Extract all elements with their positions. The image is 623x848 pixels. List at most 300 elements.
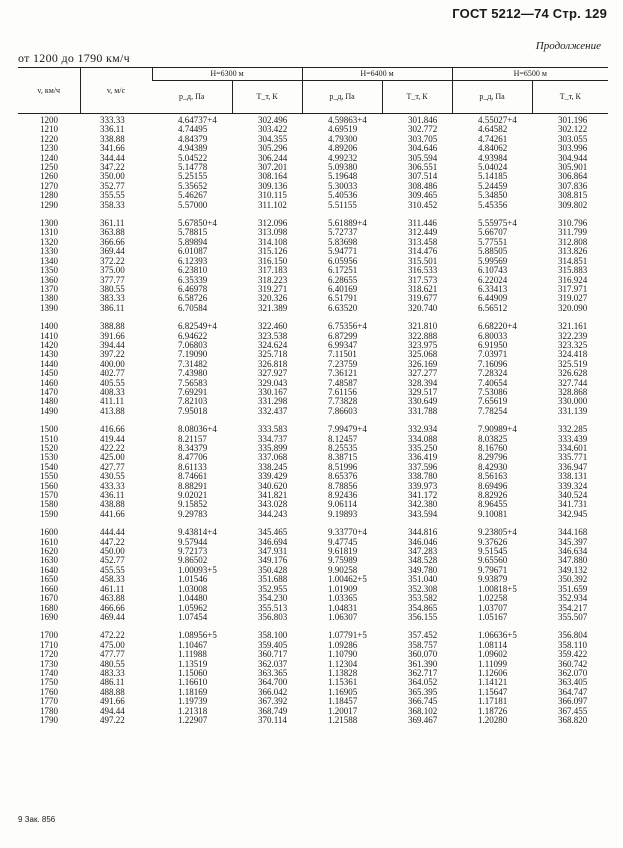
table-cell: 333.439 — [558, 433, 588, 444]
table-cell: 328.868 — [558, 386, 588, 397]
table-cell: 1.09602 — [478, 649, 508, 660]
table-cell: 361.390 — [408, 658, 438, 669]
table-cell: 1750 — [40, 677, 58, 688]
table-cell: 308.815 — [558, 190, 588, 201]
table-cell: 333.33 — [100, 115, 125, 125]
table-cell: 363.365 — [258, 667, 288, 678]
table-cell: 1790 — [40, 714, 58, 725]
table-cell: 322.239 — [558, 330, 588, 341]
table-cell: 9.47745 — [328, 536, 358, 547]
table-cell: 1530 — [40, 452, 58, 463]
table-cell: 1570 — [40, 490, 58, 501]
table-cell: 1560 — [40, 480, 58, 491]
table-cell: 334.088 — [408, 433, 438, 444]
table-cell: 8.29796 — [478, 452, 508, 463]
table-cell: 302.122 — [558, 124, 588, 135]
table-cell: 315.126 — [258, 246, 288, 257]
table-cell: 9.72173 — [178, 546, 208, 557]
table-cell: 6.17251 — [328, 265, 358, 276]
table-cell: 1660 — [40, 583, 58, 594]
table-cell: 1.10467 — [178, 639, 208, 650]
table-cell: 1.11099 — [478, 658, 507, 669]
table-cell: 430.55 — [100, 471, 125, 482]
table-cell: 391.66 — [100, 330, 125, 341]
table-cell: 303.422 — [258, 124, 288, 135]
table-cell: 1310 — [40, 227, 58, 238]
table-cell: 6.94622 — [178, 330, 208, 341]
table-cell: 9.37626 — [478, 536, 508, 547]
speed-range-label: от 1200 до 1790 км/ч — [18, 51, 130, 65]
table-cell: 325.068 — [408, 349, 438, 360]
table-cell: 345.397 — [558, 536, 588, 547]
table-cell: 347.283 — [408, 546, 438, 557]
table-cell: 9.19893 — [328, 508, 358, 519]
table-cell: 1620 — [40, 546, 58, 557]
table-cell: 337.596 — [408, 461, 438, 472]
table-cell: 366.66 — [100, 236, 125, 247]
table-cell: 1.20280 — [478, 714, 508, 725]
data-table — [18, 67, 608, 725]
table-cell: 9.33770+4 — [328, 527, 367, 538]
table-cell: 331.298 — [258, 396, 288, 407]
table-cell: 1.13519 — [178, 658, 208, 669]
table-cell: 339.324 — [558, 480, 588, 491]
table-cell: 1.10790 — [328, 649, 358, 660]
table-cell: 9.93879 — [478, 574, 508, 585]
table-cell: 425.00 — [100, 452, 125, 463]
table-cell: 321.810 — [408, 321, 438, 332]
table-cell: 308.486 — [408, 180, 438, 191]
table-cell: 324.624 — [258, 339, 288, 350]
table-cell: 419.44 — [100, 433, 125, 444]
table-cell: 5.25155 — [178, 171, 208, 182]
table-cell: 357.452 — [408, 630, 438, 641]
table-cell: 377.77 — [100, 274, 125, 285]
table-cell: 351.659 — [558, 583, 588, 594]
table-cell: 360.717 — [258, 649, 288, 660]
table-cell: 7.78254 — [478, 405, 508, 416]
table-cell: 302.496 — [258, 115, 288, 125]
table-cell: 322.888 — [408, 330, 438, 341]
table-cell: 9.10081 — [478, 508, 508, 519]
table-cell: 303.055 — [558, 133, 588, 144]
table-cell: 8.88291 — [178, 480, 208, 491]
table-cell: 307.201 — [258, 162, 288, 173]
table-cell: 304.646 — [408, 143, 438, 154]
table-cell: 5.57000 — [178, 199, 208, 210]
table-cell: 331.788 — [408, 405, 438, 416]
table-cell: 335.771 — [558, 452, 588, 463]
table-cell: 8.65376 — [328, 471, 358, 482]
table-cell: 5.14185 — [478, 171, 508, 182]
table-cell: 310.115 — [258, 190, 287, 201]
table-cell: 360.742 — [558, 658, 588, 669]
table-cell: 1.18726 — [478, 705, 508, 716]
table-cell: 5.55975+4 — [478, 218, 517, 229]
table-cell: 9.57944 — [178, 536, 208, 547]
table-cell: 5.04522 — [178, 152, 208, 163]
table-cell: 1400 — [40, 321, 58, 332]
table-cell: 1300 — [40, 218, 58, 229]
table-cell: 5.51155 — [328, 199, 357, 210]
header-pressure: p_д, Па — [452, 81, 532, 114]
table-cell: 338.245 — [258, 461, 288, 472]
table-cell: 6.75356+4 — [328, 321, 367, 332]
table-cell: 330.000 — [558, 396, 588, 407]
table-cell: 318.223 — [258, 274, 288, 285]
table-row — [18, 201, 608, 210]
table-cell: 344.243 — [258, 508, 288, 519]
table-cell: 320.740 — [408, 302, 438, 313]
table-cell: 8.38715 — [328, 452, 358, 463]
table-cell: 1220 — [40, 133, 58, 144]
table-cell: 311.799 — [558, 227, 587, 238]
table-cell: 355.513 — [258, 602, 288, 613]
table-cell: 352.955 — [258, 583, 288, 594]
table-cell: 394.44 — [100, 339, 125, 350]
table-cell: 312.808 — [558, 236, 588, 247]
table-cell: 317.183 — [258, 265, 288, 276]
table-cell: 8.74661 — [178, 471, 208, 482]
table-cell: 5.04024 — [478, 162, 508, 173]
table-cell: 319.271 — [258, 283, 288, 294]
table-cell: 461.11 — [100, 583, 125, 594]
table-cell: 1.00818+5 — [478, 583, 517, 594]
table-cell: 1370 — [40, 283, 58, 294]
table-cell: 438.88 — [100, 499, 125, 510]
table-cell: 338.780 — [408, 471, 438, 482]
table-cell: 333.583 — [258, 424, 288, 435]
table-cell: 5.94771 — [328, 246, 358, 257]
table-cell: 313.826 — [558, 246, 588, 257]
table-cell: 305.901 — [558, 162, 588, 173]
table-cell: 8.21157 — [178, 433, 207, 444]
table-cell: 6.82549+4 — [178, 321, 217, 332]
table-cell: 7.90989+4 — [478, 424, 517, 435]
table-cell: 339.973 — [408, 480, 438, 491]
table-cell: 303.705 — [408, 133, 438, 144]
table-cell: 1780 — [40, 705, 58, 716]
table-body — [18, 114, 608, 726]
table-cell: 313.458 — [408, 236, 438, 247]
table-cell: 452.77 — [100, 555, 125, 566]
table-cell: 309.802 — [558, 199, 588, 210]
table-cell: 1.03365 — [328, 593, 358, 604]
table-cell: 6.80033 — [478, 330, 508, 341]
table-cell: 5.78815 — [178, 227, 208, 238]
table-cell: 328.394 — [408, 377, 438, 388]
continuation-label: Продолжение — [535, 40, 601, 52]
table-cell: 7.86603 — [328, 405, 358, 416]
table-cell: 8.25535 — [328, 443, 358, 453]
table-cell: 349.176 — [258, 555, 288, 566]
table-cell: 319.677 — [408, 293, 438, 304]
table-cell: 359.422 — [558, 649, 588, 660]
table-cell: 321.389 — [258, 302, 288, 313]
table-cell: 324.418 — [558, 349, 588, 360]
table-cell: 4.74495 — [178, 124, 208, 135]
table-cell: 367.455 — [558, 705, 588, 716]
table-cell: 326.818 — [258, 358, 288, 369]
header-altitude-2: H=6400 м — [302, 68, 452, 81]
table-cell: 347.880 — [558, 555, 588, 566]
table-row — [18, 510, 608, 519]
table-cell: 366.745 — [408, 696, 438, 707]
table-cell: 5.88505 — [478, 246, 508, 257]
table-cell: 4.59863+4 — [328, 115, 367, 125]
table-cell: 356.804 — [558, 630, 588, 641]
table-cell: 1510 — [40, 433, 58, 444]
page-footer: 9 Зак. 856 — [18, 815, 56, 824]
table-cell: 7.69291 — [178, 386, 208, 397]
table-cell: 322.460 — [258, 321, 288, 332]
table-cell: 1380 — [40, 293, 58, 304]
table-cell: 8.69496 — [478, 480, 508, 491]
table-cell: 368.749 — [258, 705, 288, 716]
table-cell: 488.88 — [100, 686, 125, 697]
table-cell: 307.836 — [558, 180, 588, 191]
table-cell: 337.068 — [258, 452, 288, 463]
table-cell: 1350 — [40, 265, 58, 276]
table-cell: 4.93984 — [478, 152, 508, 163]
table-cell: 349.132 — [558, 564, 588, 575]
table-cell: 307.514 — [408, 171, 438, 182]
table-cell: 354.230 — [258, 593, 288, 604]
table-cell: 1.17181 — [478, 696, 508, 707]
table-cell: 413.88 — [100, 405, 125, 416]
table-cell: 303.996 — [558, 143, 588, 154]
table-cell: 349.780 — [408, 564, 438, 575]
table-cell: 8.08036+4 — [178, 424, 217, 435]
table-cell: 316.533 — [408, 265, 438, 276]
table-cell: 450.00 — [100, 546, 125, 557]
table-cell: 308.164 — [258, 171, 288, 182]
table-cell: 348.528 — [408, 555, 438, 566]
table-cell: 320.326 — [258, 293, 288, 304]
table-cell: 7.61156 — [328, 386, 357, 397]
table-cell: 4.64582 — [478, 124, 508, 135]
table-cell: 332.285 — [558, 424, 588, 435]
table-cell: 1.16905 — [328, 686, 358, 697]
table-cell: 416.66 — [100, 424, 125, 435]
table-cell: 5.77551 — [478, 236, 508, 247]
table-cell: 336.419 — [408, 452, 438, 463]
table-cell: 350.00 — [100, 171, 125, 182]
table-cell: 1280 — [40, 190, 58, 201]
table-cell: 1.15647 — [478, 686, 508, 697]
table-cell: 343.028 — [258, 499, 288, 510]
table-cell: 1.16610 — [178, 677, 208, 688]
table-cell: 7.99479+4 — [328, 424, 367, 435]
table-cell: 6.46978 — [178, 283, 208, 294]
table-cell: 447.22 — [100, 536, 125, 547]
table-cell: 1520 — [40, 443, 58, 453]
table-cell: 1.12606 — [478, 667, 508, 678]
table-cell: 1650 — [40, 574, 58, 585]
table-cell: 5.45356 — [478, 199, 508, 210]
table-cell: 1330 — [40, 246, 58, 257]
table-cell: 1270 — [40, 180, 58, 191]
table-cell: 329.043 — [258, 377, 288, 388]
table-cell: 355.507 — [558, 611, 588, 622]
table-cell: 9.51545 — [478, 546, 508, 557]
table-cell: 483.33 — [100, 667, 125, 678]
table-cell: 305.296 — [258, 143, 288, 154]
table-cell: 6.51791 — [328, 293, 358, 304]
table-cell: 5.24459 — [478, 180, 508, 191]
table-cell: 5.72737 — [328, 227, 358, 238]
table-cell: 6.70584 — [178, 302, 208, 313]
table-cell: 6.12393 — [178, 255, 208, 266]
table-cell: 1.15060 — [178, 667, 208, 678]
table-cell: 7.31482 — [178, 358, 208, 369]
table-cell: 6.91950 — [478, 339, 508, 350]
table-cell: 8.96455 — [478, 499, 508, 510]
table-cell: 469.44 — [100, 611, 125, 622]
table-cell: 9.15852 — [178, 499, 208, 510]
table-cell: 411.11 — [100, 396, 125, 407]
table-cell: 366.042 — [258, 686, 288, 697]
table-cell: 1500 — [40, 424, 58, 435]
table-cell: 364.052 — [408, 677, 438, 688]
table-cell: 1460 — [40, 377, 58, 388]
table-cell: 494.44 — [100, 705, 125, 716]
table-cell: 366.097 — [558, 696, 588, 707]
table-cell: 355.55 — [100, 190, 125, 201]
table-cell: 388.88 — [100, 321, 125, 332]
table-cell: 1670 — [40, 593, 58, 604]
table-cell: 6.22024 — [478, 274, 508, 285]
table-cell: 352.77 — [100, 180, 125, 191]
table-cell: 335.899 — [258, 443, 288, 453]
table-cell: 1250 — [40, 162, 58, 173]
table-cell: 8.34379 — [178, 443, 208, 453]
table-cell: 319.027 — [558, 293, 588, 304]
table-cell: 311.102 — [258, 199, 287, 210]
table-cell: 9.90258 — [328, 564, 358, 575]
table-cell: 356.155 — [408, 611, 438, 622]
table-cell: 1240 — [40, 152, 58, 163]
table-cell: 1.00462+5 — [328, 574, 367, 585]
table-cell: 318.621 — [408, 283, 438, 294]
table-cell: 8.16760 — [478, 443, 508, 453]
table-row — [18, 304, 608, 313]
table-cell: 304.944 — [558, 152, 588, 163]
table-cell: 397.22 — [100, 349, 125, 360]
table-cell: 7.40654 — [478, 377, 508, 388]
table-cell: 340.524 — [558, 490, 588, 501]
table-cell: 347.931 — [258, 546, 288, 557]
table-cell: 9.43814+4 — [178, 527, 217, 538]
table-cell: 370.114 — [258, 714, 287, 725]
table-cell: 1210 — [40, 124, 58, 135]
table-cell: 8.61133 — [178, 461, 207, 472]
table-cell: 4.74261 — [478, 133, 508, 144]
table-cell: 1.07791+5 — [328, 630, 367, 641]
table-cell: 436.11 — [100, 490, 125, 501]
table-cell: 317.573 — [408, 274, 438, 285]
table-cell: 1.11988 — [178, 649, 207, 660]
table-cell: 480.55 — [100, 658, 125, 669]
table-cell: 331.139 — [558, 405, 588, 416]
table-cell: 1.05167 — [478, 611, 508, 622]
table-cell: 9.86502 — [178, 555, 208, 566]
table-cell: 368.102 — [408, 705, 438, 716]
table-cell: 1630 — [40, 555, 58, 566]
table-cell: 1480 — [40, 396, 58, 407]
table-cell: 458.33 — [100, 574, 125, 585]
table-cell: 9.65560 — [478, 555, 508, 566]
table-cell: 6.10743 — [478, 265, 508, 276]
table-cell: 7.11501 — [328, 349, 357, 360]
table-cell: 7.48587 — [328, 377, 358, 388]
header-pressure: p_д, Па — [152, 81, 232, 114]
table-cell: 7.56583 — [178, 377, 208, 388]
table-cell: 327.277 — [408, 368, 438, 379]
table-cell: 400.00 — [100, 358, 125, 369]
table-cell: 358.757 — [408, 639, 438, 650]
table-cell: 341.821 — [258, 490, 288, 501]
table-cell: 1.20017 — [328, 705, 358, 716]
table-cell: 7.16096 — [478, 358, 508, 369]
table-cell: 327.927 — [258, 368, 288, 379]
header-v-kmh: v, км/ч — [18, 68, 80, 114]
table-cell: 5.61889+4 — [328, 218, 367, 229]
table-cell: 1410 — [40, 330, 58, 341]
header-pressure: p_д, Па — [302, 81, 382, 114]
table-cell: 1.04831 — [328, 602, 358, 613]
table-cell: 9.29783 — [178, 508, 208, 519]
table-cell: 372.22 — [100, 255, 125, 266]
table-cell: 6.40169 — [328, 283, 358, 294]
header-altitude-1: H=6300 м — [152, 68, 302, 81]
table-cell: 350.392 — [558, 574, 588, 585]
table-cell: 338.88 — [100, 133, 125, 144]
table-cell: 362.037 — [258, 658, 288, 669]
table-cell: 383.33 — [100, 293, 125, 304]
table-cell: 6.87299 — [328, 330, 358, 341]
table-cell: 6.99347 — [328, 339, 358, 350]
table-cell: 363.88 — [100, 227, 125, 238]
table-cell: 7.53086 — [478, 386, 508, 397]
table-cell: 5.46267 — [178, 190, 208, 201]
table-cell: 6.23810 — [178, 265, 208, 276]
table-cell: 358.110 — [558, 639, 587, 650]
table-cell: 6.56512 — [478, 302, 508, 313]
table-cell: 1340 — [40, 255, 58, 266]
table-cell: 4.99232 — [328, 152, 358, 163]
table-cell: 1.18457 — [328, 696, 358, 707]
table-cell: 361.11 — [100, 218, 125, 229]
table-cell: 305.594 — [408, 152, 438, 163]
table-cell: 359.405 — [258, 639, 288, 650]
table-cell: 8.82926 — [478, 490, 508, 501]
table-cell: 1690 — [40, 611, 58, 622]
table-cell: 1360 — [40, 274, 58, 285]
table-cell: 314.476 — [408, 246, 438, 257]
table-cell: 302.772 — [408, 124, 438, 135]
table-cell: 306.551 — [408, 162, 438, 173]
table-cell: 351.040 — [408, 574, 438, 585]
table-cell: 9.06114 — [328, 499, 357, 510]
table-cell: 354.865 — [408, 602, 438, 613]
table-cell: 6.33413 — [478, 283, 508, 294]
table-cell: 1550 — [40, 471, 58, 482]
header-v-ms: v, м/с — [80, 68, 152, 114]
table-cell: 405.55 — [100, 377, 125, 388]
table-cell: 6.01087 — [178, 246, 208, 257]
table-cell: 1.01546 — [178, 574, 208, 585]
